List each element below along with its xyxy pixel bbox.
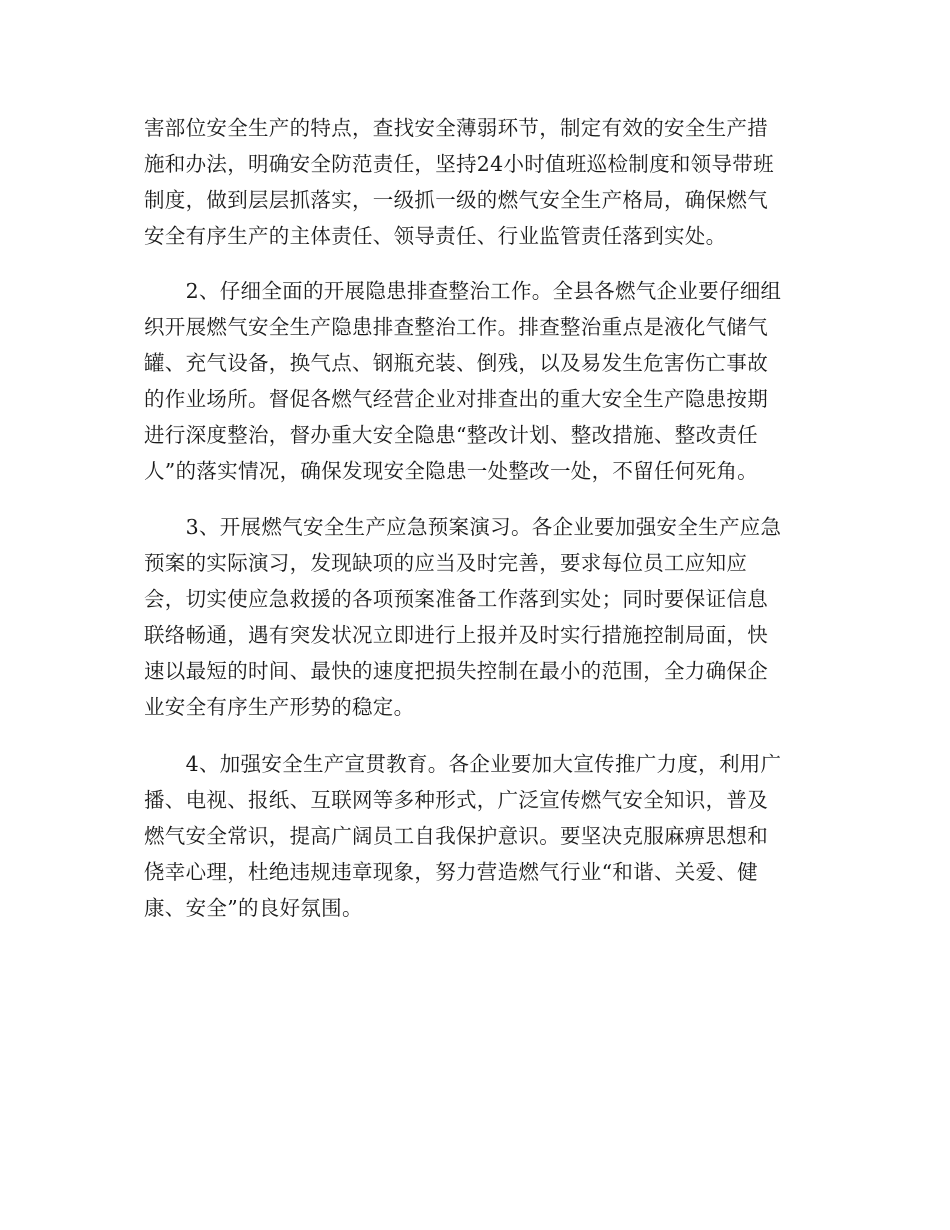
paragraph-line: 联络畅通，遇有突发状况立即进行上报并及时实行措施控制局面，快 <box>144 623 768 647</box>
paragraph-continuation <box>144 110 806 254</box>
paragraph-line: 业安全有序生产形势的稳定。 <box>144 695 415 719</box>
paragraph-item-3 <box>144 509 806 725</box>
paragraph-line: 燃气安全常识，提高广阔员工自我保护意识。要坚决克服麻痹思想和 <box>144 824 768 848</box>
paragraph-line: 进行深度整治，督办重大安全隐患“整改计划、整改措施、整改责任 <box>144 423 758 447</box>
paragraph-line: 制度，做到层层抓落实，一级抓一级的燃气安全生产格局，确保燃气 <box>144 188 768 212</box>
paragraph-line: 3、开展燃气安全生产应急预案演习。各企业要加强安全生产应急 <box>144 515 782 539</box>
paragraph-line: 侥幸心理，杜绝违规违章现象，努力营造燃气行业“和谐、关爱、健 <box>144 860 758 884</box>
paragraph-line: 播、电视、报纸、互联网等多种形式，广泛宣传燃气安全知识，普及 <box>144 788 768 812</box>
paragraph-line: 织开展燃气安全生产隐患排查整治工作。排查整治重点是液化气储气 <box>144 315 768 339</box>
paragraph-item-2 <box>144 273 806 489</box>
paragraph-line: 速以最短的时间、最快的速度把损失控制在最小的范围，全力确保企 <box>144 659 768 683</box>
paragraph-line: 4、加强安全生产宣贯教育。各企业要加大宣传推广力度，利用广 <box>144 752 782 776</box>
paragraph-line: 害部位安全生产的特点，查找安全薄弱环节，制定有效的安全生产措 <box>144 116 768 140</box>
paragraph-line: 2、仔细全面的开展隐患排查整治工作。全县各燃气企业要仔细组 <box>144 279 782 303</box>
paragraph-line: 人”的落实情况，确保发现安全隐患一处整改一处，不留任何死角。 <box>144 459 758 483</box>
paragraph-line: 康、安全”的良好氛围。 <box>144 896 363 920</box>
paragraph-item-4 <box>144 746 806 926</box>
paragraph-line: 罐、充气设备，换气点、钢瓶充装、倒残，以及易发生危害伤亡事故 <box>144 351 768 375</box>
paragraph-line: 安全有序生产的主体责任、领导责任、行业监管责任落到实处。 <box>144 224 727 248</box>
paragraph-line: 预案的实际演习，发现缺项的应当及时完善，要求每位员工应知应 <box>144 551 748 575</box>
paragraph-line: 施和办法，明确安全防范责任，坚持24小时值班巡检制度和领导带班 <box>144 152 774 176</box>
paragraph-line: 的作业场所。督促各燃气经营企业对排查出的重大安全生产隐患按期 <box>144 387 768 411</box>
paragraph-line: 会，切实使应急救援的各项预案准备工作落到实处；同时要保证信息 <box>144 587 768 611</box>
